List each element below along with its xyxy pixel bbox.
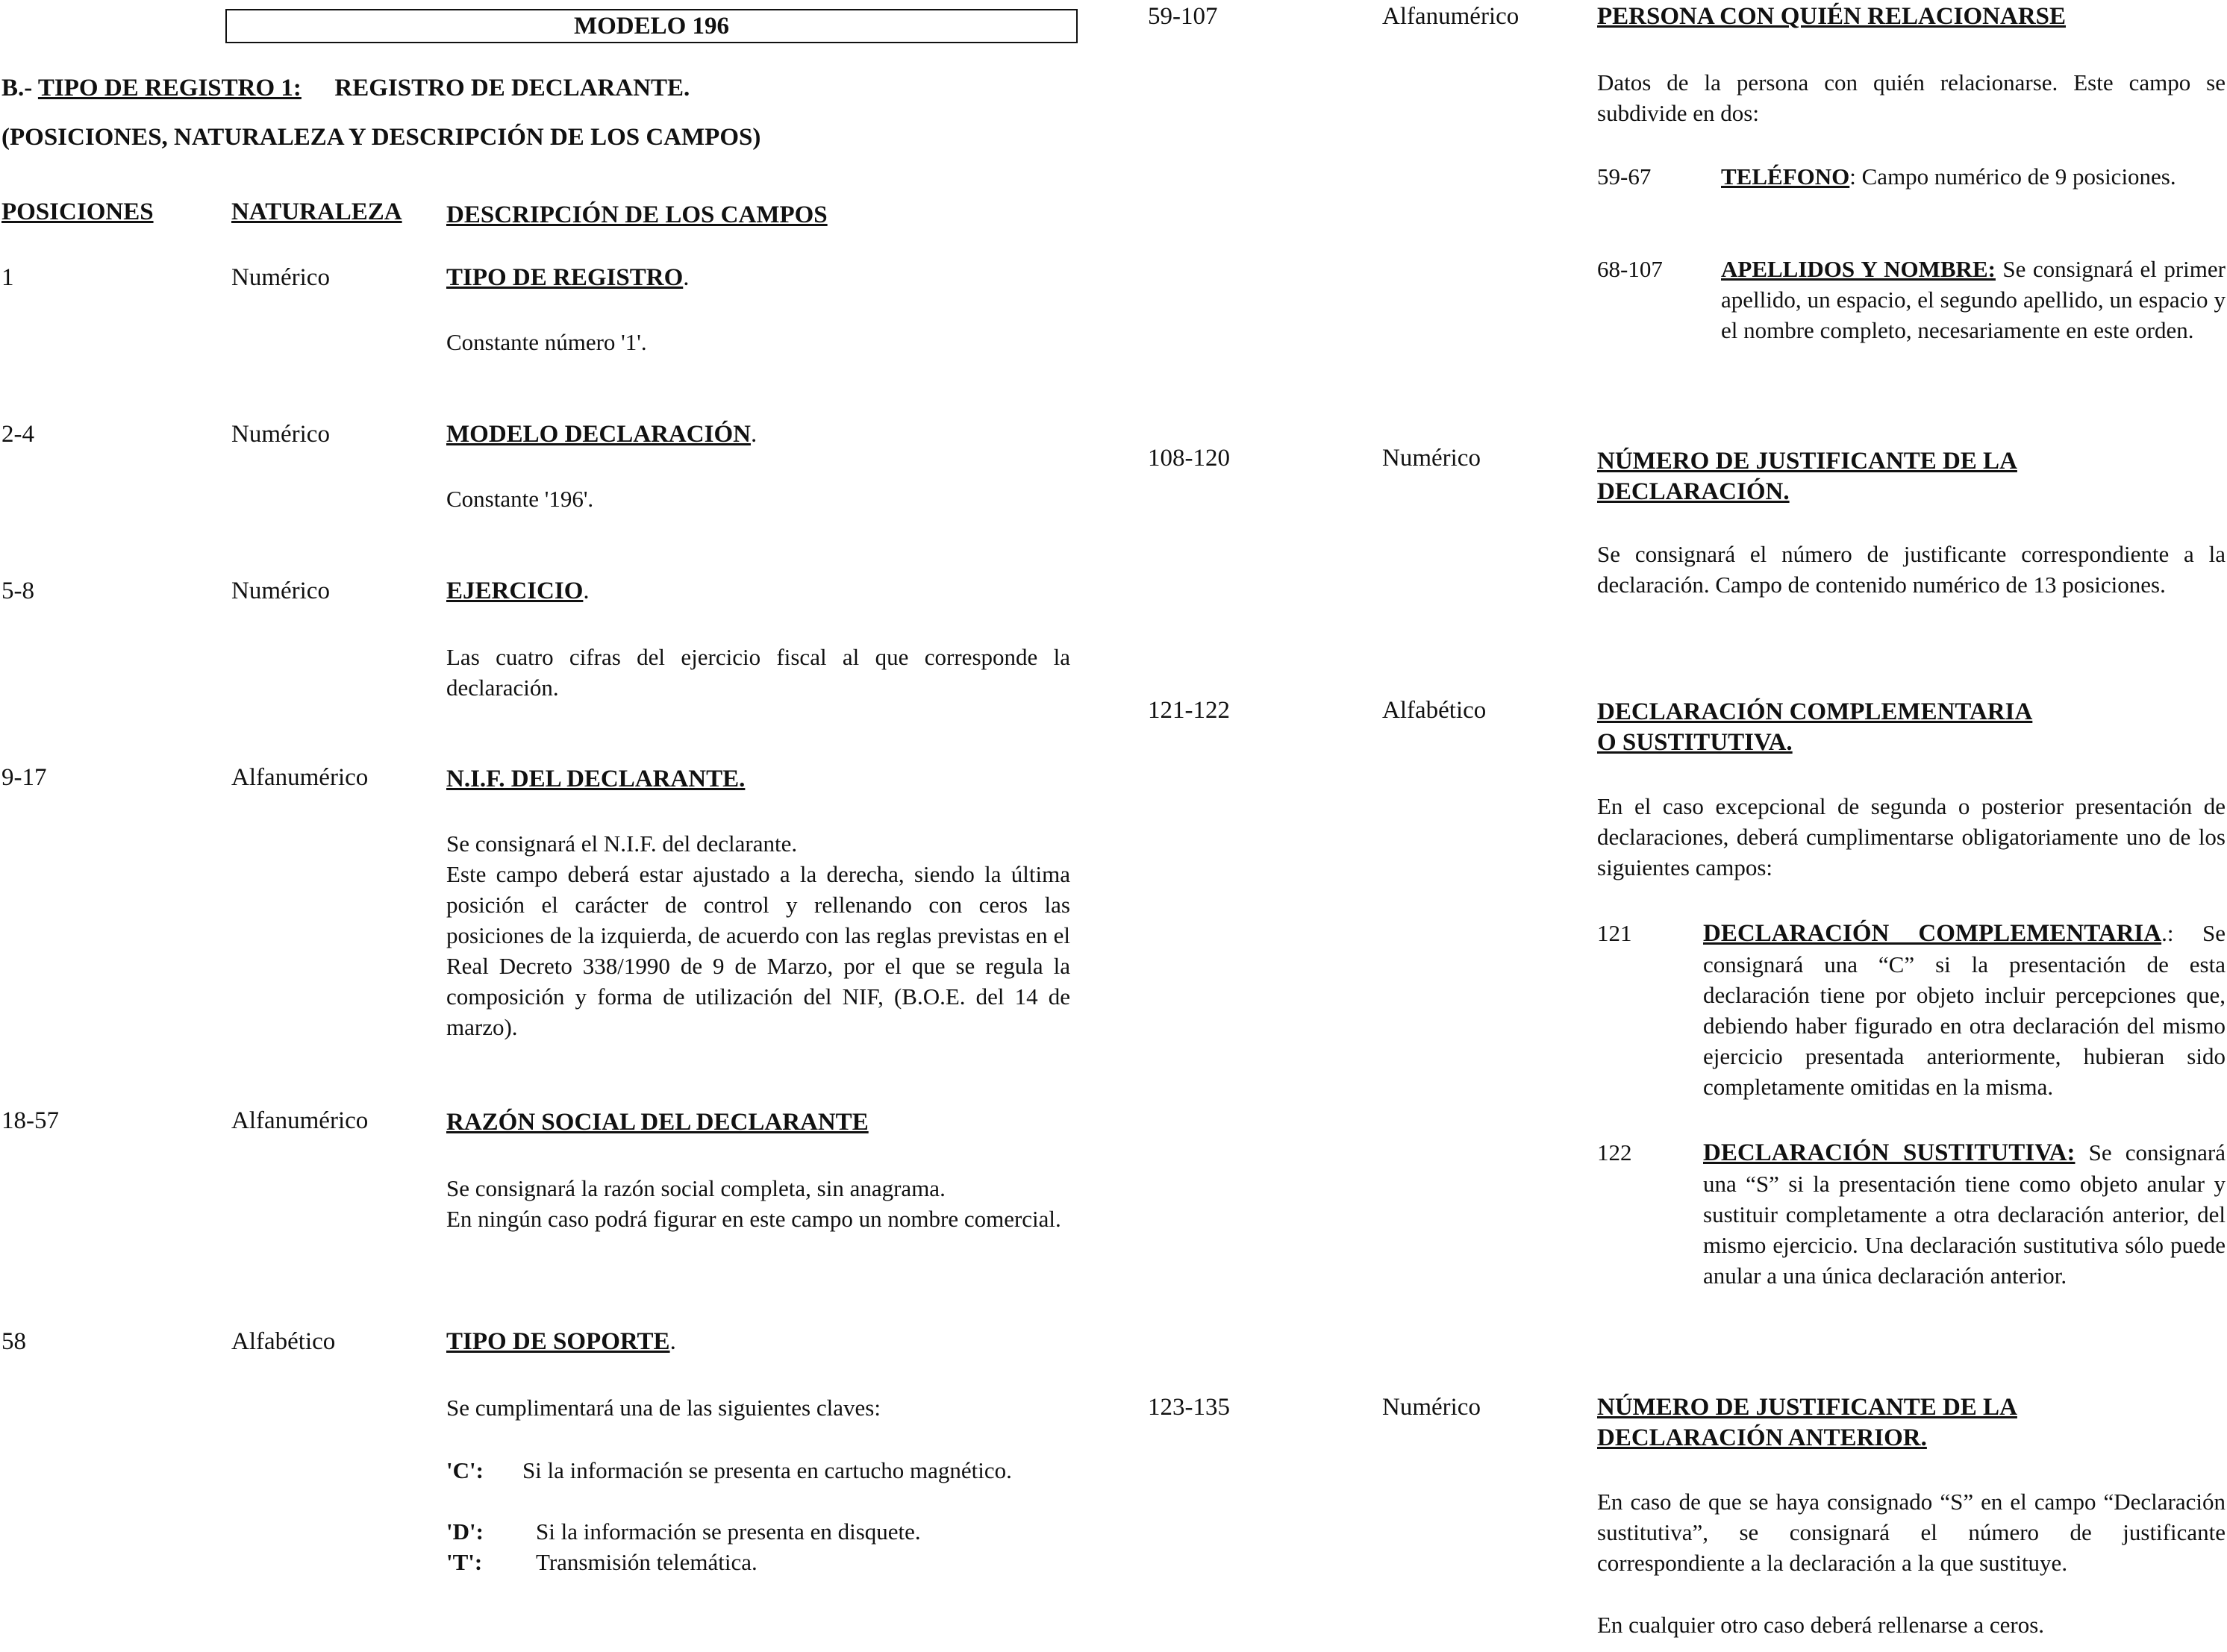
field-position: 18-57 [1, 1107, 59, 1134]
field-title: N.I.F. DEL DECLARANTE. [446, 766, 746, 792]
subfield-sustitutiva: DECLARACIÓN SUSTITUTIVA: Se consignará una “S” si la presentación tiene como objeto anular y sustituir completamente a otra declaración anterior, del mismo ejercicio. Una declaración sustitutiva sólo puede anular a una única declaración anterior. [1703, 1139, 2226, 1289]
field-nature: Alfanumérico [1382, 3, 1519, 30]
subfield-position: 121 [1597, 920, 1632, 946]
field-description-line: Se consignará la razón social completa, sin anagrama. [446, 1175, 946, 1201]
field-description: Se cumplimentará una de las siguientes claves: [446, 1395, 881, 1421]
field-title: RAZÓN SOCIAL DEL DECLARANTE [446, 1109, 869, 1136]
heading-registro: REGISTRO DE DECLARANTE. [334, 75, 690, 101]
field-title: TIPO DE REGISTRO. [446, 264, 690, 291]
field-description-line: En cualquier otro caso deberá rellenarse a ceros. [1597, 1612, 2045, 1638]
subfield-position: 122 [1597, 1139, 1632, 1166]
field-description: En el caso excepcional de segunda o posterior presentación de declaraciones, deberá cumplimentarse obligatoriamente uno de los siguientes campos: [1597, 793, 2226, 880]
field-title: PERSONA CON QUIÉN RELACIONARSE [1597, 3, 2067, 30]
field-description: En caso de que se haya consignado “S” en el campo “Declaración sustitutiva”, se consignará el número de justificante correspondiente a la declaración a la que sustituye. [1597, 1489, 2226, 1576]
subfield-position: 68-107 [1597, 256, 1663, 282]
field-description: En ningún caso podrá figurar en este campo un nombre comercial. [446, 1206, 1061, 1232]
field-nature: Numérico [1382, 445, 1481, 472]
section-subheading: (POSICIONES, NATURALEZA Y DESCRIPCIÓN DE LOS CAMPOS) [1, 124, 761, 151]
heading-tipo: TIPO DE REGISTRO 1: [37, 75, 302, 101]
field-description: Este campo deberá estar ajustado a la derecha, siendo la última posición el carácter de control y rellenando con ceros las posiciones de la izquierda, de acuerdo con las reglas previstas en el Real Decreto 338/1990 de 9 de Marzo, por el que se regula la composición y forma de utilización del NIF, (B.O.E. del 14 de marzo). [446, 861, 1070, 1040]
field-position: 5-8 [1, 578, 34, 604]
option-d: 'D': Si la información se presenta en disquete. [446, 1518, 921, 1545]
subfield-complementaria: DECLARACIÓN COMPLEMENTARIA.: Se consignará una “C” si la presentación de esta declaración tiene por objeto incluir percepciones que, debiendo haber figurado en otra declaración del mismo ejercicio presentada anteriormente, hubieran sido completamente omitidas en la misma. [1703, 920, 2226, 1100]
field-description: Se consignará el número de justificante correspondiente a la declaración. Campo de contenido numérico de 13 posiciones. [1597, 541, 2226, 598]
col-header-posiciones: POSICIONES [1, 198, 154, 225]
field-title: NÚMERO DE JUSTIFICANTE DE LA DECLARACIÓN ANTERIOR. [1597, 1394, 2017, 1451]
field-title: TIPO DE SOPORTE. [446, 1328, 676, 1355]
option-t: 'T': Transmisión telemática. [446, 1549, 758, 1575]
field-position: 2-4 [1, 421, 34, 448]
field-position: 1 [1, 264, 14, 291]
field-position: 121-122 [1148, 697, 1230, 724]
field-nature: Numérico [231, 421, 330, 448]
field-nature: Numérico [231, 264, 330, 291]
subfield-apellidos: APELLIDOS Y NOMBRE: Se consignará el primer apellido, un espacio, el segundo apellido, un espacio y el nombre completo, necesariamente en este orden. [1721, 256, 2226, 343]
section-heading [1, 75, 690, 102]
field-nature: Alfanumérico [231, 764, 369, 791]
field-position: 58 [1, 1328, 26, 1355]
field-title: EJERCICIO. [446, 578, 590, 604]
field-position: 123-135 [1148, 1394, 1230, 1421]
subfield-telefono: TELÉFONO: Campo numérico de 9 posiciones. [1721, 163, 2176, 190]
field-description: Las cuatro cifras del ejercicio fiscal al que corresponde la declaración. [446, 644, 1070, 701]
heading-prefix: B.- [1, 75, 33, 101]
field-position: 9-17 [1, 764, 47, 791]
field-nature: Alfabético [231, 1328, 336, 1355]
option-c: 'C': Si la información se presenta en cartucho magnético. [446, 1457, 1012, 1483]
field-description: Datos de la persona con quién relacionarse. Este campo se subdivide en dos: [1597, 69, 2226, 126]
field-nature: Numérico [231, 578, 330, 604]
col-header-descripcion: DESCRIPCIÓN DE LOS CAMPOS [446, 201, 828, 228]
field-nature: Numérico [1382, 1394, 1481, 1421]
document-title: MODELO 196 [225, 9, 1078, 43]
field-description: Constante número '1'. [446, 329, 647, 355]
field-title: NÚMERO DE JUSTIFICANTE DE LA DECLARACIÓN. [1597, 448, 2017, 505]
field-nature: Alfabético [1382, 697, 1487, 724]
field-description-line: Se consignará el N.I.F. del declarante. [446, 830, 798, 857]
field-position: 59-107 [1148, 3, 1218, 30]
field-nature: Alfanumérico [231, 1107, 369, 1134]
field-description: Constante '196'. [446, 486, 594, 512]
col-header-naturaleza: NATURALEZA [231, 198, 402, 225]
field-position: 108-120 [1148, 445, 1230, 472]
field-title: DECLARACIÓN COMPLEMENTARIA O SUSTITUTIVA. [1597, 698, 2033, 756]
subfield-position: 59-67 [1597, 163, 1652, 190]
field-title: MODELO DECLARACIÓN. [446, 421, 758, 448]
